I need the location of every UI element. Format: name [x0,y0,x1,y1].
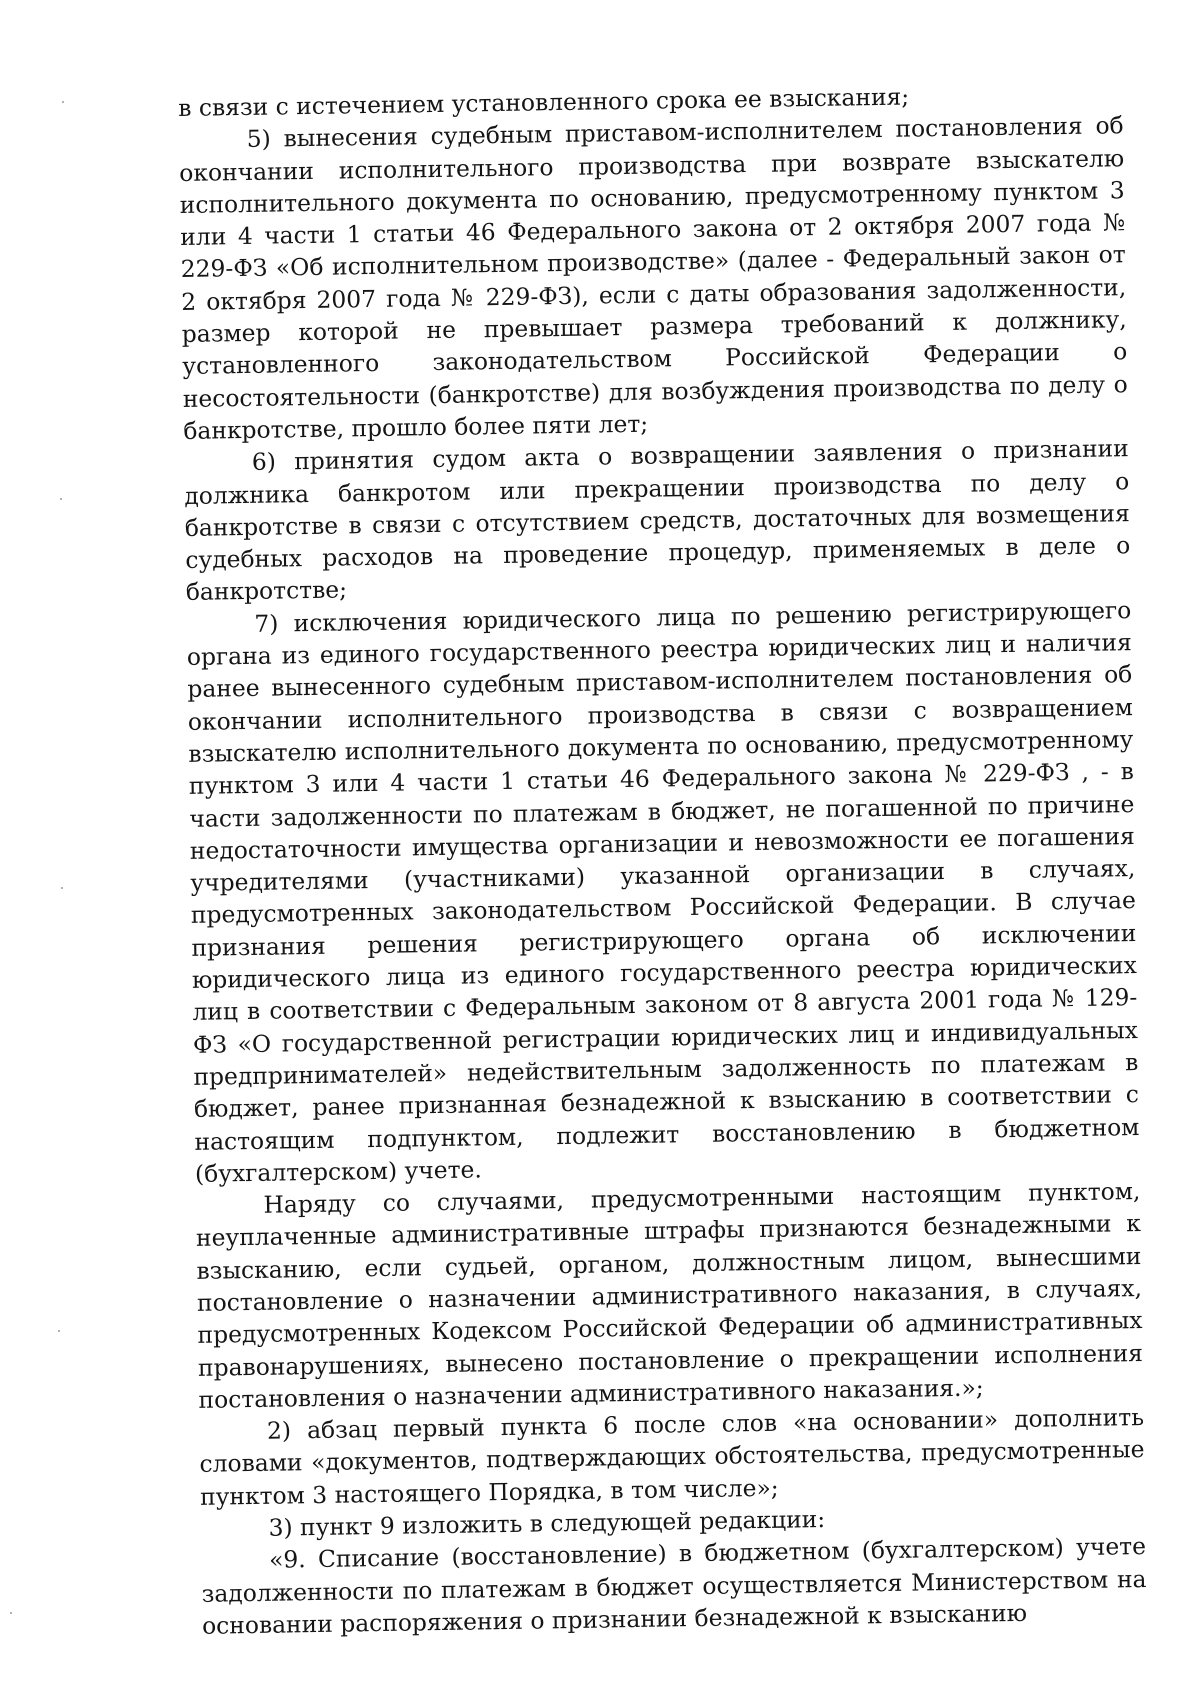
document-body [178,77,1147,1642]
paragraph-amendment-3: 3) пункт 9 изложить в следующей редакции: [268,1505,826,1542]
scan-speck [10,1612,12,1614]
scan-speck [61,887,63,889]
paragraph-amendment-2: 2) абзац первый пункта 6 после слов «на основании» дополнить словами «документов, подтверждающих обстоятельства, предусмотренные пунктом 3 настоящего Порядка, в том числе»; [199,1403,1145,1511]
paragraph-continuation: в связи с истечением установленного срока ее взыскания; [178,82,910,122]
paragraph-item-5: 5) вынесения судебным приставом-исполнителем постановления об окончании исполнительного производства при возврате взыскателю исполнительного документа по основанию, предусмотренному пунктом 3 или 4 части 1 статьи 46 Федерального закона от 2 октября 2007 года № 229-ФЗ «Об исполнительном производстве» (далее - Федеральный закон от 2 октября 2007 года № 229-ФЗ), если с даты образования задолженности, размер которой не превышает размера требований к должнику, установленного законодательством Российской Федерации о несостоятельности (банкротстве) для возбуждения производства по делу о банкротстве, прошло более пяти лет; [179,111,1128,445]
scan-speck [58,1330,60,1332]
paragraph-item-7: 7) исключения юридического лица по решению регистрирующего органа из единого государственного реестра юридических лиц и наличия ранее вынесенного судебным приставом-исполнителем постановления об окончании исполнительного производства в связи с возвращением взыскателю исполнительного документа по основанию, предусмотренному пунктом 3 или 4 части 1 статьи 46 Федерального закона № 229-ФЗ , - в части задолженности по платежам в бюджет, не погашенной по причине недостаточности имущества организации и невозможности ее погашения учредителями (участниками) указанной организации в случаях, предусмотренных законодательством Российской Федерации. В случае признания решения регистрирующего органа об исключении юридического лица из единого государственного реестра юридических лиц в соответствии с Федеральным законом от 8 августа 2001 года № 129-ФЗ «О государственной регистрации юридических лиц и индивидуальных предпринимателей» недействительным задолженность по платежам в бюджет, ранее признанная безнадежной к взысканию в соответствии с настоящим подпунктом, подлежит восстановлению в бюджетном (бухгалтерском) учете. [186,595,1140,1188]
scan-speck [62,101,64,103]
paragraph-clause-9: «9. Списание (восстановление) в бюджетном (бухгалтерском) учете задолженности по платежам в бюджет осуществляется Министерством на основании распоряжения о признании безнадежной к взысканию [201,1532,1147,1640]
scan-speck [60,498,62,500]
paragraph-item-6: 6) принятия судом акта о возвращении заявления о признании должника банкротом или прекращении производства по делу о банкротстве в связи с отсутствием средств, достаточных для возмещения судебных расходов на проведение процедур, применяемых в деле о банкротстве; [184,434,1131,607]
paragraph-administrative-fines: Наряду со случаями, предусмотренными настоящим пунктом, неуплаченные административные штрафы признаются безнадежными к взысканию, если судьей, органом, должностным лицом, вынесшими постановление о назначении административного наказания, в случаях, предусмотренных Кодексом Российской Федерации об административных правонарушениях, вынесено постановление о прекращении исполнения постановления о назначении административного наказания.»; [195,1177,1144,1414]
